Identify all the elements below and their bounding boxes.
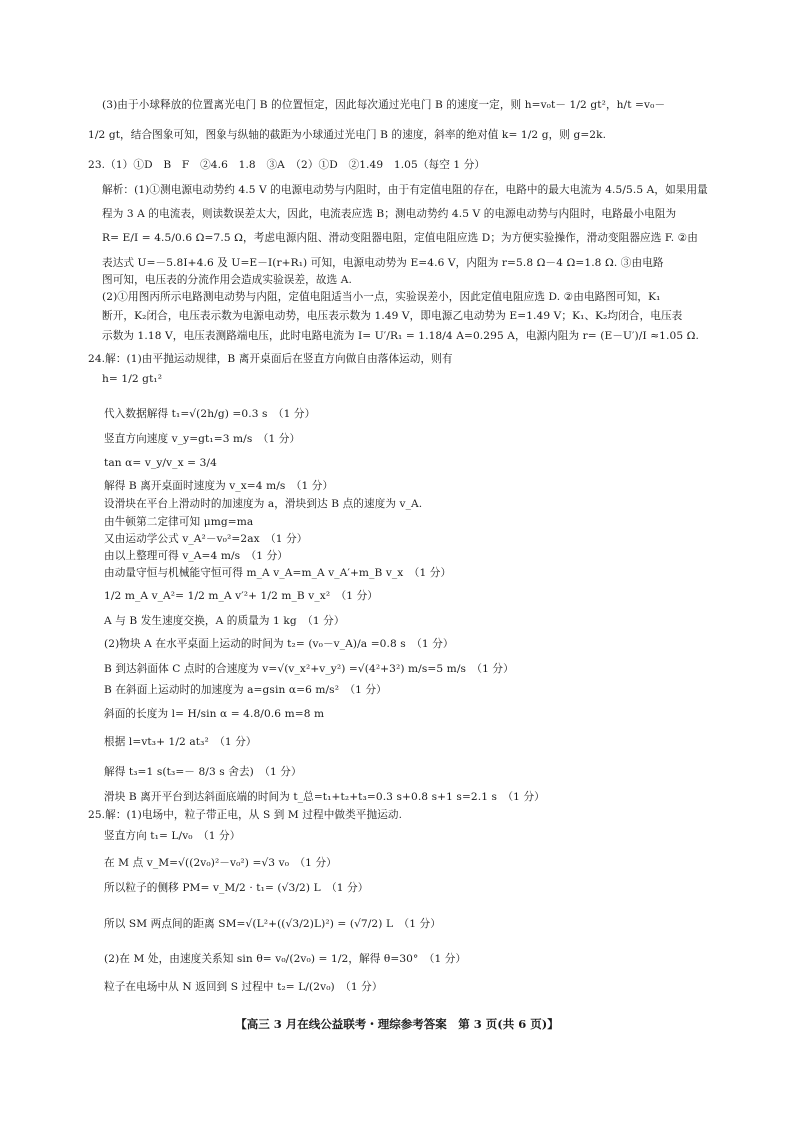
text-line: 程为 3 A 的电流表，则读数误差太大，因此，电流表应选 B；测电动势约 4.5 V 的电源电动势与内阻时，电路最小电阻为 (102, 208, 677, 220)
text-line: 代入数据解得 t₁=√(2h/g) =0.3 s （1 分） (104, 408, 316, 420)
question-23-answer: 23.（1）①D B F ②4.6 1.8 ③A （2）①D ②1.49 1.05（每空 1 分） (88, 159, 486, 171)
text-line: tan α= v_y/v_x = 3/4 (104, 457, 217, 469)
text-line: 斜面的长度为 l= H/sin α = 4.8/0.6 m=8 m (104, 708, 325, 720)
text-line: (2)在 M 处，由速度关系知 sin θ= v₀/(2v₀) = 1/2，解得 θ=30° （1 分） (104, 953, 467, 965)
text-line: 1/2 gt，结合图象可知，图象与纵轴的截距为小球通过光电门 B 的速度，斜率的绝对值 k= 1/2 g，则 g=2k. (88, 129, 607, 141)
text-line: 解得 B 离开桌面时速度为 v_x=4 m/s （1 分） (104, 480, 334, 492)
text-line: 由以上整理可得 v_A=4 m/s （1 分） (104, 550, 288, 562)
text-line: 解析：(1)①测电源电动势约 4.5 V 的电源电动势与内阻时，由于有定值电阻的存在，电路中的最大电流为 4.5/5.5 A，如果用量 (102, 184, 708, 196)
text-line: 示数为 1.18 V，电压表测路端电压，此时电路电流为 I= U′/R₁ = 1.18/4 A=0.295 A，电源内阻为 r= (E－U′)/I ≈1.05 Ω. (102, 330, 699, 342)
text-line: B 到达斜面体 C 点时的合速度为 v=√(v_x²+v_y²) =√(4²+3²) m/s=5 m/s （1 分） (104, 663, 514, 675)
text-line: 所以 SM 两点间的距离 SM=√(L²+((√3/2)L)²) = (√7/2) L （1 分） (104, 918, 441, 930)
question-24-heading: 24.解：(1)由平抛运动规律，B 离开桌面后在竖直方向做自由落体运动，则有 (88, 353, 453, 365)
text-line: A 与 B 发生速度交换，A 的质量为 1 kg （1 分） (104, 615, 345, 627)
text-line: 图可知，电压表的分流作用会造成实验误差，故选 A. (102, 274, 352, 286)
page-footer: 【高三 3 月在线公益联考・理综参考答案 第 3 页(共 6 页)】 (235, 1017, 559, 1031)
text-line: 粒子在电场中从 N 返回到 S 过程中 t₂= L/(2v₀) （1 分） (104, 981, 383, 993)
text-line: 根据 l=vt₃+ 1/2 at₃² （1 分） (104, 736, 257, 748)
text-line: 所以粒子的侧移 PM= v_M/2 · t₁= (√3/2) L （1 分） (104, 882, 369, 894)
text-line: (2)物块 A 在水平桌面上运动的时间为 t₂= (v₀－v_A)/a =0.8 s （1 分） (104, 638, 454, 650)
text-line: 断开，K₂闭合，电压表示数为电源电动势，电压表示数为 1.49 V，即电源乙电动势为 E=1.49 V；K₁、K₂均闭合，电压表 (102, 310, 683, 322)
text-line: 设滑块在平台上滑动时的加速度为 a，滑块到达 B 点的速度为 v_A. (104, 498, 423, 510)
text-line: 滑块 B 离开平台到达斜面底端的时间为 t_总=t₁+t₂+t₃=0.3 s+0.8 s+1 s=2.1 s （1 分） (104, 791, 545, 803)
text-line: 竖直方向速度 v_y=gt₁=3 m/s （1 分） (104, 433, 301, 445)
text-line: B 在斜面上运动时的加速度为 a=gsin α=6 m/s² （1 分） (104, 684, 387, 696)
text-line: 表达式 U=－5.8I+4.6 及 U=E－I(r+R₁) 可知，电源电动势为 E=4.6 V，内阻为 r=5.8 Ω－4 Ω=1.8 Ω. ③由电路 (102, 257, 664, 269)
text-line: 竖直方向 t₁= L/v₀ （1 分） (104, 830, 241, 842)
text-line: R= E/I = 4.5/0.6 Ω=7.5 Ω，考虑电源内阻、滑动变阻器电阻，定值电阻应选 D；为方便实验操作，滑动变阻器应选 F. ②由 (102, 232, 698, 244)
text-line: 又由运动学公式 v_A²－v₀²=2ax （1 分） (104, 533, 308, 545)
text-line: 在 M 点 v_M=√((2v₀)²－v₀²) =√3 v₀ （1 分） (104, 857, 337, 869)
equation-line: h= 1/2 gt₁² (102, 373, 163, 385)
question-25-heading: 25.解：(1)电场中，粒子带正电，从 S 到 M 过程中做类平抛运动. (88, 809, 403, 821)
text-line: (3)由于小球释放的位置离光电门 B 的位置恒定，因此每次通过光电门 B 的速度一定，则 h=v₀t－ 1/2 gt²，h/t =v₀－ (102, 99, 666, 111)
equation-line: 1/2 m_A v_A²= 1/2 m_A v′²+ 1/2 m_B v_x² （1 分） (104, 590, 378, 602)
text-line: (2)①用图丙所示电路测电动势与内阻，定值电阻适当小一点，实验误差小，因此定值电阻应选 D. ②由电路图可知，K₁ (102, 291, 661, 303)
text-line: 解得 t₃=1 s(t₃=－ 8/3 s 舍去) （1 分） (104, 766, 302, 778)
text-line: 由动量守恒与机械能守恒可得 m_A v_A=m_A v_A′+m_B v_x （1 分） (104, 567, 452, 579)
text-line: 由牛顿第二定律可知 μmg=ma (104, 516, 254, 528)
